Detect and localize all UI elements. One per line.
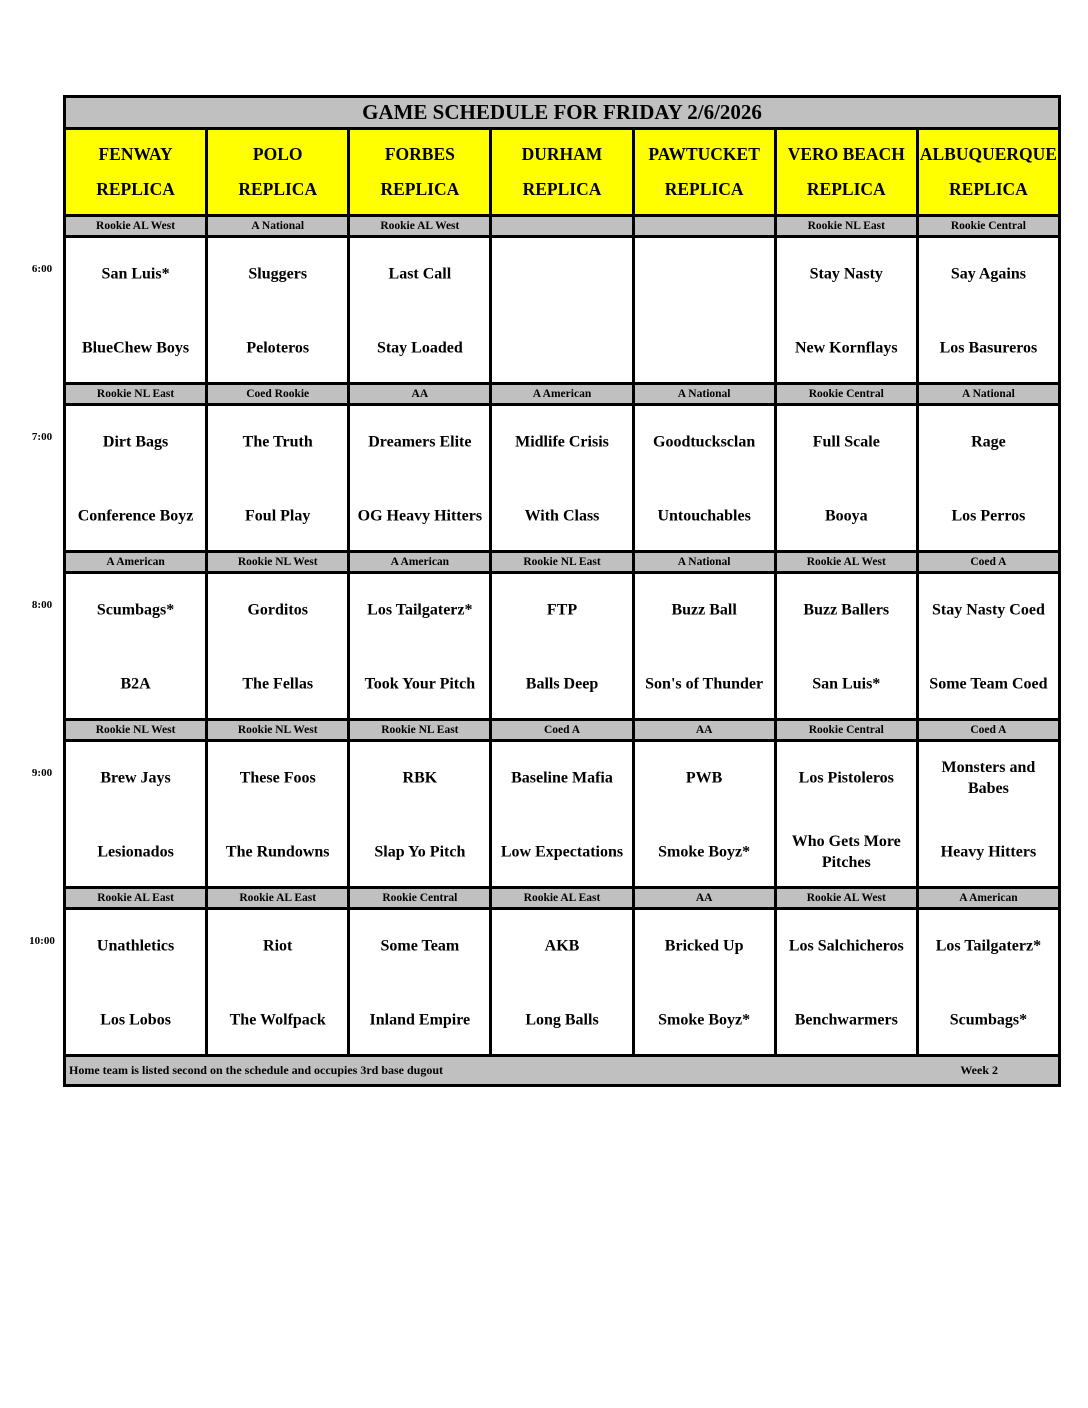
division-row	[66, 385, 1058, 406]
division-label: Rookie Central	[350, 889, 489, 907]
game-cell	[492, 910, 631, 1054]
division-label: A American	[66, 553, 205, 571]
game-cell	[919, 574, 1058, 718]
game-row	[66, 238, 1058, 385]
home-team: Who Gets More Pitches	[791, 833, 901, 871]
time-label: 9:00	[31, 767, 53, 779]
division-label: Rookie NL East	[492, 553, 631, 571]
division-label: Rookie NL East	[777, 217, 916, 235]
home-team: Booya	[824, 507, 868, 525]
away-team: Stay Nasty	[809, 265, 883, 283]
home-team: Some Team Coed	[929, 675, 1048, 693]
field-subtitle: REPLICA	[664, 179, 744, 199]
away-team: Dreamers Elite	[368, 433, 472, 451]
game-cell	[350, 406, 489, 550]
division-label: A American	[919, 889, 1058, 907]
game-cell	[66, 910, 205, 1054]
game-cell	[492, 238, 631, 382]
game-cell	[919, 238, 1058, 382]
game-cell	[350, 910, 489, 1054]
game-cell	[777, 910, 916, 1054]
game-row	[66, 742, 1058, 889]
home-team: Smoke Boyz*	[658, 1011, 751, 1029]
game-row	[66, 406, 1058, 553]
field-subtitle: REPLICA	[238, 179, 318, 199]
game-cell	[208, 910, 347, 1054]
division-label: AA	[350, 385, 489, 403]
home-team: Scumbags*	[949, 1011, 1028, 1029]
game-cell	[492, 406, 631, 550]
division-label: Rookie NL East	[66, 385, 205, 403]
away-team: Goodtucksclan	[653, 433, 756, 451]
field-header-cell	[66, 130, 205, 214]
game-cell	[492, 574, 631, 718]
away-team: Los Tailgaterz*	[367, 601, 473, 619]
home-team: Untouchables	[657, 507, 751, 525]
division-label	[635, 217, 774, 235]
away-team: Sluggers	[248, 265, 308, 283]
away-team: Last Call	[388, 265, 452, 283]
game-cell	[635, 574, 774, 718]
field-header-cell	[777, 130, 916, 214]
division-label: Rookie AL West	[350, 217, 489, 235]
time-label: 8:00	[31, 599, 53, 611]
division-label: AA	[635, 721, 774, 739]
division-label: Coed Rookie	[208, 385, 347, 403]
game-cell	[208, 574, 347, 718]
field-header-cell	[919, 130, 1058, 214]
home-team: OG Heavy Hitters	[357, 507, 483, 525]
home-team: Lesionados	[97, 843, 174, 861]
home-team: Son's of Thunder	[645, 675, 764, 693]
home-team: Los Lobos	[100, 1011, 171, 1029]
home-team: Long Balls	[525, 1011, 599, 1029]
home-team: Los Basureros	[939, 339, 1038, 357]
game-cell	[919, 406, 1058, 550]
away-team: The Truth	[242, 433, 313, 451]
week-label: Week 2	[960, 1063, 998, 1077]
game-cell	[777, 742, 916, 886]
away-team: Los Pistoleros	[798, 769, 894, 787]
home-team: BlueChew Boys	[82, 339, 190, 357]
field-subtitle: REPLICA	[96, 179, 175, 199]
home-team: The Wolfpack	[229, 1011, 326, 1029]
division-label: A National	[919, 385, 1058, 403]
division-label: A American	[492, 385, 631, 403]
division-label: Rookie NL West	[208, 553, 347, 571]
away-team: PWB	[685, 769, 723, 787]
away-team: Scumbags*	[96, 601, 175, 619]
home-team: Inland Empire	[369, 1011, 471, 1029]
away-team: Buzz Ball	[671, 601, 737, 619]
division-label: Rookie AL West	[777, 889, 916, 907]
home-team: With Class	[524, 507, 600, 525]
time-label: 7:00	[31, 431, 53, 443]
division-row	[66, 721, 1058, 742]
away-team: Rage	[971, 433, 1006, 451]
away-team: Midlife Crisis	[515, 433, 609, 451]
division-label: Rookie AL West	[777, 553, 916, 571]
game-cell	[777, 238, 916, 382]
field-name: PAWTUCKET	[648, 144, 760, 164]
game-cell	[66, 742, 205, 886]
away-team: Riot	[263, 937, 293, 955]
home-team: Took Your Pitch	[364, 675, 476, 693]
schedule-table	[63, 95, 1061, 1087]
division-row	[66, 889, 1058, 910]
division-label: Rookie Central	[777, 721, 916, 739]
footer-note: Home team is listed second on the schedule and occupies 3rd base dugout	[69, 1063, 444, 1077]
division-label: Rookie AL East	[66, 889, 205, 907]
away-team: These Foos	[239, 769, 316, 787]
away-team: Some Team	[380, 937, 460, 955]
game-cell	[919, 742, 1058, 886]
division-label: Coed A	[919, 721, 1058, 739]
home-team: Smoke Boyz*	[658, 843, 751, 861]
field-name: VERO BEACH	[787, 144, 905, 164]
time-label: 6:00	[31, 263, 53, 275]
field-name: POLO	[252, 144, 303, 164]
game-cell	[635, 238, 774, 382]
game-cell	[350, 742, 489, 886]
division-label: AA	[635, 889, 774, 907]
away-team: Full Scale	[812, 433, 880, 451]
game-cell	[66, 406, 205, 550]
away-team: Monsters and Babes	[941, 759, 1036, 797]
home-team: Conference Boyz	[77, 507, 194, 525]
field-subtitle: REPLICA	[380, 179, 460, 199]
game-cell	[208, 406, 347, 550]
away-team: Stay Nasty Coed	[931, 601, 1045, 619]
home-team: Los Perros	[951, 507, 1026, 525]
division-label: A National	[635, 385, 774, 403]
game-cell	[208, 238, 347, 382]
division-label: A National	[208, 217, 347, 235]
schedule-title: GAME SCHEDULE FOR FRIDAY 2/6/2026	[66, 98, 1058, 130]
away-team: Dirt Bags	[102, 433, 169, 451]
game-cell	[777, 574, 916, 718]
division-label: A American	[350, 553, 489, 571]
away-team: Buzz Ballers	[803, 601, 890, 619]
division-label: Rookie NL West	[66, 721, 205, 739]
away-team: Los Salchicheros	[788, 937, 904, 955]
division-row	[66, 217, 1058, 238]
field-subtitle: REPLICA	[522, 179, 602, 199]
away-team: Bricked Up	[664, 937, 744, 955]
home-team: San Luis*	[812, 675, 881, 693]
field-header-cell	[208, 130, 347, 214]
division-label: Rookie Central	[777, 385, 916, 403]
division-label: A National	[635, 553, 774, 571]
division-label: Coed A	[919, 553, 1058, 571]
field-header-cell	[635, 130, 774, 214]
home-team: Slap Yo Pitch	[374, 843, 466, 861]
game-cell	[208, 742, 347, 886]
away-team: San Luis*	[101, 265, 170, 283]
away-team: Baseline Mafia	[511, 769, 613, 787]
field-header-row	[66, 130, 1058, 217]
game-cell	[66, 574, 205, 718]
field-name: DURHAM	[521, 144, 603, 164]
game-cell	[635, 406, 774, 550]
home-team: Heavy Hitters	[940, 843, 1037, 861]
home-team: Benchwarmers	[794, 1011, 898, 1029]
field-header-cell	[350, 130, 489, 214]
division-label: Rookie AL East	[208, 889, 347, 907]
home-team: Foul Play	[245, 507, 311, 525]
away-team: Los Tailgaterz*	[935, 937, 1042, 955]
home-team: The Fellas	[242, 675, 314, 693]
game-cell	[350, 574, 489, 718]
away-team: Brew Jays	[100, 769, 171, 787]
division-label: Rookie NL West	[208, 721, 347, 739]
field-header-cell	[492, 130, 631, 214]
away-team: FTP	[546, 601, 578, 619]
time-slots	[66, 217, 1058, 1057]
field-subtitle: REPLICA	[806, 179, 886, 199]
game-cell	[919, 910, 1058, 1054]
game-cell	[350, 238, 489, 382]
game-row	[66, 910, 1058, 1057]
division-label	[492, 217, 631, 235]
game-cell	[777, 406, 916, 550]
home-team: Peloteros	[246, 339, 310, 357]
field-name: ALBUQUERQUE	[919, 144, 1057, 164]
division-label: Coed A	[492, 721, 631, 739]
game-cell	[492, 742, 631, 886]
game-cell	[635, 742, 774, 886]
home-team: Low Expectations	[500, 843, 624, 861]
home-team: The Rundowns	[225, 843, 330, 861]
division-label: Rookie AL West	[66, 217, 205, 235]
away-team: Say Agains	[950, 265, 1026, 283]
home-team: New Kornflays	[794, 339, 898, 357]
game-row	[66, 574, 1058, 721]
game-cell	[66, 238, 205, 382]
field-name: FENWAY	[98, 144, 173, 164]
away-team: Gorditos	[247, 601, 308, 619]
away-team: Unathletics	[96, 937, 175, 955]
field-name: FORBES	[384, 144, 455, 164]
home-team: Balls Deep	[525, 675, 599, 693]
home-team: B2A	[120, 675, 151, 693]
game-cell	[635, 910, 774, 1054]
away-team: AKB	[544, 937, 580, 955]
division-label: Rookie Central	[919, 217, 1058, 235]
away-team: RBK	[402, 769, 438, 787]
division-label: Rookie NL East	[350, 721, 489, 739]
schedule-footer	[66, 1057, 1058, 1084]
division-label: Rookie AL East	[492, 889, 631, 907]
field-subtitle: REPLICA	[949, 179, 1028, 199]
home-team: Stay Loaded	[376, 339, 463, 357]
time-label: 10:00	[29, 935, 55, 947]
division-row	[66, 553, 1058, 574]
